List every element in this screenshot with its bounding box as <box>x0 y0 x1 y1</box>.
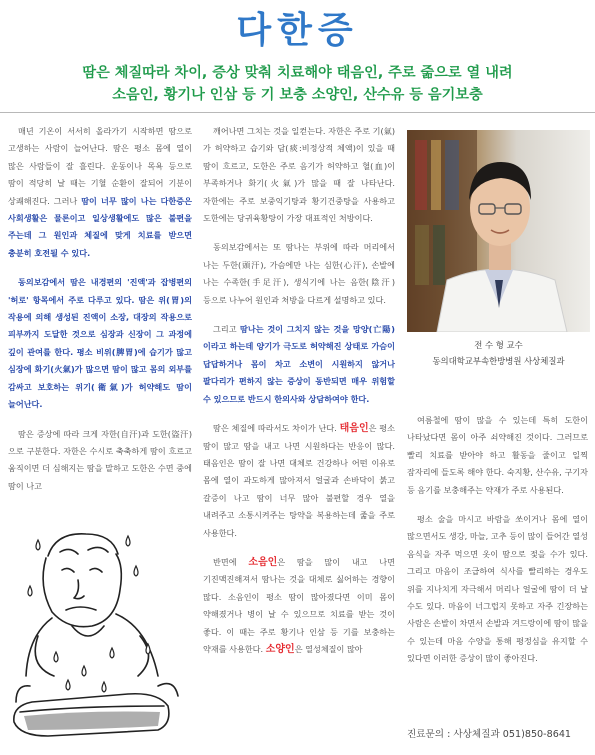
paragraph-text: 그리고 <box>213 324 241 335</box>
doctor-name: 전 수 형 교수 <box>474 340 523 350</box>
constitution-term-soeumin: 소음인 <box>248 556 278 568</box>
highlighted-text: 땀나는 것이 그치지 않는 것을 망양(亡陽)이라고 하는데 양기가 극도로 허약해진 상태로 가슴이 답답하거나 몸이 차고 소변이 시원하지 않거나 팔다리가 편하지 않는 증상이 동반되면 매우 위험할 수 있으므로 반드시 한의사와 상담하여야 한다. <box>203 324 395 404</box>
paragraph <box>8 123 192 262</box>
paragraph-text: 은 평소 땀이 많고 땀을 내고 나면 시원하다는 반응이 많다. 태음인은 땀이 잘 나면 대체로 건강하나 어떤 이유로 몸에 열이 과도하게 많아져서 얼굴과 손바닥이 붉고 갈증이 나고 땀이 너무 많아 불편할 경우 열을 내려주고 소통시켜주는 탕약을 복용하는데 줆을 주로 사용한다. <box>203 423 395 538</box>
sweating-man-cartoon <box>8 526 192 748</box>
paragraph-text: 반면에 <box>213 556 249 567</box>
paragraph: 깨어나면 그치는 것을 일컫는다. 자한은 주로 기(氣)가 허약하고 습기와 담(痰:비정상적 체액)이 있을 때 땀이 흐르고, 도한은 주로 음기가 허약하고 혈(血)이 부족하거나 화기(火氣)가 많을 때 잘 나타난다. 자한에는 주로 보중익기탕과 황기건중탕을 사용하고 도한에는 당귀육황탕이 가장 대표적인 처방이다. <box>203 126 395 224</box>
sweating-man-illustration <box>8 526 192 748</box>
article-column-3 <box>407 412 588 680</box>
paragraph: 평소 술을 마시고 바람을 쏘이거나 몸에 열이 많으면서도 생강, 마늘, 고추 등이 많이 들어간 열성 음식을 자주 먹으면 옷이 땀으로 젖을 수가 있다. 그리고 마음이 조급하여 식사를 빨리하는 경우도 위를 지나치게 자극해서 머리나 얼굴에 땀이 더 날 수도 있다. 마음이 너그럽지 못하고 자주 긴장하는 사람은 손발이 차면서 손발과 겨드랑이에 땀이 많을 수 있는데 마음 수양을 통해 평정심을 유지할 수 있다면 이러한 증상이 많이 좋아진다. <box>407 514 588 664</box>
paragraph-text: 매년 기온이 서서히 올라가기 시작하면 땀으로 고생하는 사람이 늘어난다. 땀은 평소 몸에 열이 많은 사람들이 잘 흘린다. 운동이나 목욕 등으로 땀이 적당히 날 때는 기혈 순환이 잘되어 기분이 상쾌해진다. 그러나 <box>8 126 192 206</box>
page-title: 다한증 <box>236 10 359 51</box>
article-column-2 <box>203 123 395 670</box>
header-divider <box>0 112 595 113</box>
doctor-portrait-illustration <box>407 130 590 332</box>
paragraph: 땀은 증상에 따라 크게 자한(自汗)과 도한(盜汗)으로 구분한다. 자한은 수시로 축축하게 땀이 흐르고 움직이면 더 심해지는 땀을 말하고 도한은 수면 중에 땀이 나고 <box>8 428 192 491</box>
paragraph <box>203 420 395 542</box>
paragraph-text: 땀은 체질에 따라서도 차이가 난다. <box>213 423 340 434</box>
doctor-photo <box>407 130 590 332</box>
paragraph-text: 은 땀을 많이 내고 나면 기진맥진해져서 땀나는 것을 대체로 싫어하는 경향이 많다. 소음인이 평소 땀이 많아졌다면 이미 몸이 약해졌거나 병이 날 수 있으므로 치료를 받는 것이 좋다. 이 때는 주로 황기나 인삼 등 기를 보충하는 약재를 사용한다. <box>203 556 395 654</box>
article-column-1 <box>8 123 192 507</box>
paragraph: 동의보감에서는 또 땀나는 부위에 따라 머리에서 나는 두한(頭汗), 가슴에만 나는 심한(心汗), 손발에 나는 수족한(手足汗), 생식기에 나는 음한(陰汗) 등으로 나누어 원인과 처방을 다르게 설명하고 있다. <box>203 242 395 305</box>
constitution-term-soyangin: 소양인 <box>265 643 295 655</box>
highlighted-text: 땀이 너무 많이 나는 다한증은 사회생활은 물론이고 일상생활에도 많은 불편을 주는데 그 원인과 체질에 맞게 치료를 받으면 충분히 호전될 수 있다. <box>8 195 192 258</box>
paragraph <box>203 321 395 408</box>
paragraph <box>203 554 395 658</box>
constitution-term-taeeumin: 태음인 <box>339 423 369 435</box>
highlighted-paragraph: 동의보감에서 땀은 내경편의 '진액'과 잡병편의 '허로' 항목에서 주로 다루고 있다. 땀은 위(胃)의 작용에 의해 생성된 진액이 소장, 대장의 작용으로 피부까지 도달한 것으로 심장과 신장이 그 과정에 깊이 관여를 한다. 평소 비위(脾胃)에 습기가 많고 심장에 화기(火氣)가 많으면 땀이 많고 몸의 외부를 감싸고 보호하는 위기(衛氣)가 허약해도 땀이 늘어난다. <box>8 277 192 410</box>
subtitle-line-2: 소음인, 황기나 인삼 등 기 보충 소양인, 산수유 등 음기보충 <box>112 87 483 103</box>
paragraph: 여름철에 땀이 많을 수 있는데 특히 도한이 나타났다면 몸이 아주 쇠약해진 것이다. 그러므로 빨리 치료를 받아야 하고 활동을 줄이고 일찍 잠자리에 들도록 해야 한다. 숙지황, 산수유, 구기자 등 음기를 보충해주는 약재가 주로 사용된다. <box>407 415 588 495</box>
paragraph-text: 은 열성체질이 많아 <box>294 643 363 654</box>
doctor-affiliation: 동의대학교부속한방병원 사상체질과 <box>432 356 565 366</box>
contact-info: 진료문의 : 사상체질과 051)850-8641 <box>407 729 572 740</box>
subtitle-line-1: 땀은 체질따라 차이, 증상 맞춰 치료해야 태음인, 주로 줆으로 열 내려 <box>82 65 513 81</box>
